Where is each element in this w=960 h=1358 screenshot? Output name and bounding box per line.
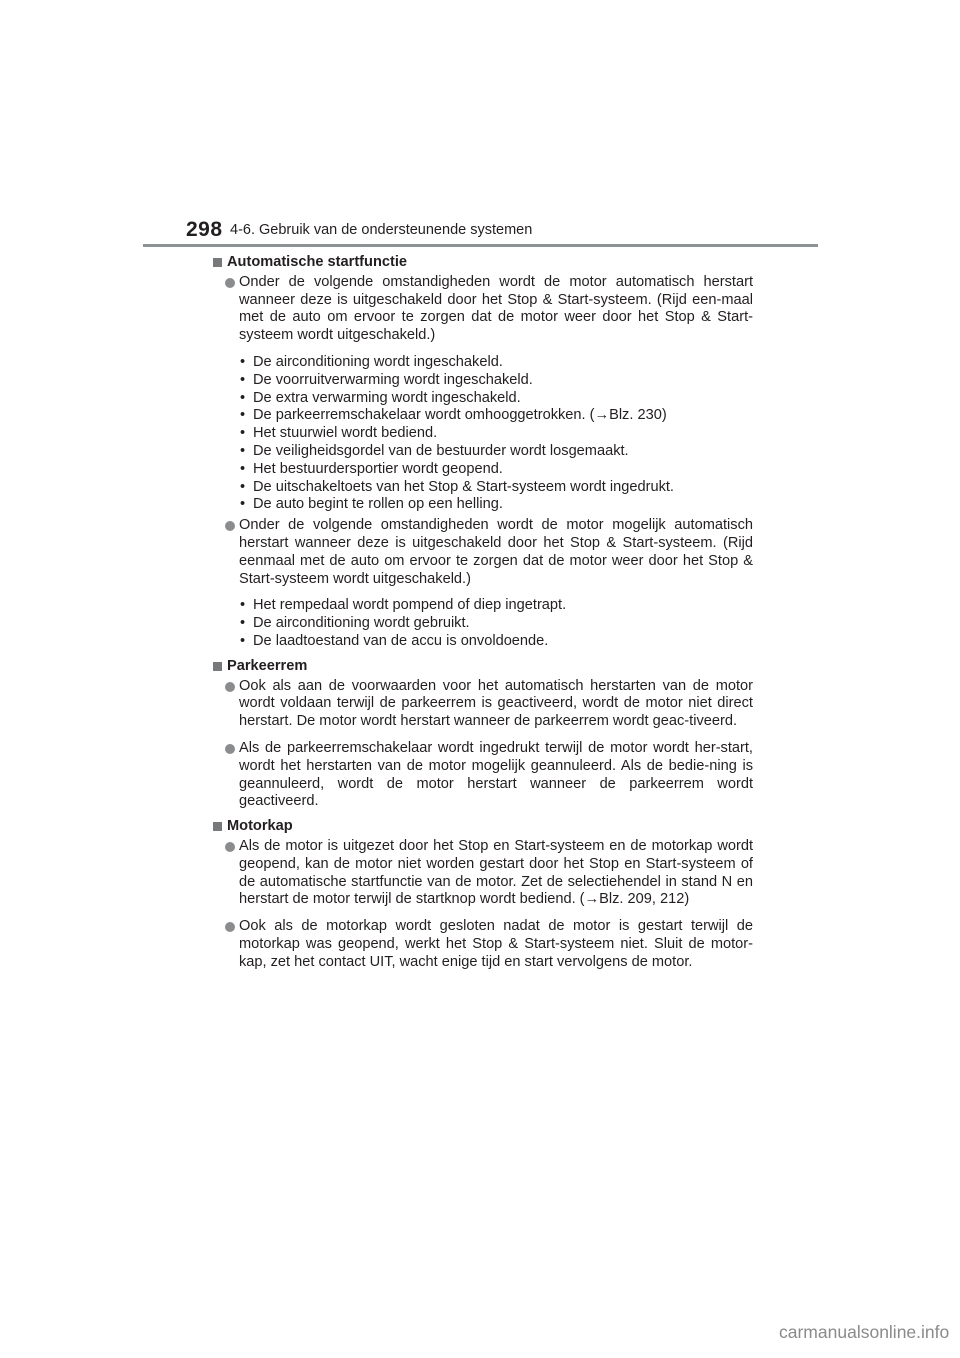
sublist-item — [239, 390, 753, 408]
circle-bullet-icon — [225, 278, 235, 288]
sublist-item — [239, 597, 753, 615]
dot-bullet-icon: • — [240, 389, 246, 406]
circle-bullet-icon — [225, 682, 235, 692]
item-text: Als de motor is uitgezet door het Stop en Start-systeem en de motorkap wordt geopend, kan de motor niet worden gestart door het Stop en Start-systeem of de automatische startfunctie van de motor. Zet de selectiehendel in stand N en herstart de motor terwijl de startknop wordt bediend. (→Blz. 209, 212) — [239, 837, 753, 908]
list-item — [211, 918, 753, 971]
sublist-item — [239, 461, 753, 479]
dot-bullet-icon: • — [240, 597, 246, 614]
dot-bullet-icon: • — [240, 353, 246, 370]
content — [211, 254, 753, 971]
list-item — [211, 517, 753, 651]
sublist-text: Het bestuurdersportier wordt geopend. — [253, 460, 503, 477]
heading-text: Motorkap — [227, 818, 293, 835]
sublist-text: De airconditioning wordt gebruikt. — [253, 615, 470, 632]
dot-bullet-icon: • — [240, 478, 246, 495]
sublist-item — [239, 372, 753, 390]
sublist — [239, 597, 753, 650]
item-text: Als de parkeerremschakelaar wordt ingedrukt terwijl de motor wordt her-start, wordt het herstarten van de motor mogelijk geannuleerd. Als de bedie-ning is geannuleerd, wordt de motor herstart wanneer de parkeerrem wordt geactiveerd. — [239, 739, 753, 810]
sublist-item — [239, 443, 753, 461]
dot-bullet-icon: • — [240, 442, 246, 459]
section-title: 4-6. Gebruik van de ondersteunende systemen — [230, 222, 533, 238]
sublist-text: De extra verwarming wordt ingeschakeld. — [253, 389, 521, 406]
sublist-text: De parkeerremschakelaar wordt omhooggetrokken. (→Blz. 230) — [253, 407, 667, 424]
dot-bullet-icon: • — [240, 460, 246, 477]
header-rule — [143, 244, 818, 247]
sublist-text: De uitschakeltoets van het Stop & Start-systeem wordt ingedrukt. — [253, 478, 674, 495]
dot-bullet-icon: • — [240, 371, 246, 388]
dot-bullet-icon: • — [240, 632, 246, 649]
circle-bullet-icon — [225, 744, 235, 754]
watermark[interactable]: carmanualsonline.info — [779, 1322, 950, 1342]
square-bullet-icon — [213, 822, 222, 831]
sublist-text: De airconditioning wordt ingeschakeld. — [253, 353, 503, 370]
item-text: Onder de volgende omstandigheden wordt de motor automatisch herstart wanneer deze is uitgeschakeld door het Stop & Start-systeem. (Rijd een-maal met de auto om ervoor te zorgen dat de motor weer door het Stop & Start-systeem wordt uitgeschakeld.) — [239, 273, 753, 344]
heading-text: Parkeerrem — [227, 657, 308, 674]
sublist-text: De voorruitverwarming wordt ingeschakeld. — [253, 371, 533, 388]
item-text: Ook als aan de voorwaarden voor het automatisch herstarten van de motor wordt voldaan terwijl de parkeerrem is geactiveerd, wordt de motor niet direct herstart. De motor wordt herstart wanneer de parkeerrem wordt geac-tiveerd. — [239, 677, 753, 730]
list-item — [211, 274, 753, 514]
circle-bullet-icon — [225, 521, 235, 531]
sublist-item — [239, 407, 753, 425]
list-item — [211, 838, 753, 909]
sublist-text: Het stuurwiel wordt bediend. — [253, 425, 438, 442]
sublist-item — [239, 633, 753, 651]
list-item — [211, 740, 753, 811]
sublist-text: De veiligheidsgordel van de bestuurder wordt losgemaakt. — [253, 442, 629, 459]
sublist-item — [239, 425, 753, 443]
item-text: Onder de volgende omstandigheden wordt de motor mogelijk automatisch herstart wanneer deze is uitgeschakeld door het Stop & Start-systeem. (Rijd eenmaal met de auto om ervoor te zorgen dat de motor weer door het Stop & Start-systeem wordt uitgeschakeld.) — [239, 517, 753, 587]
dot-bullet-icon: • — [240, 407, 246, 424]
dot-bullet-icon: • — [240, 425, 246, 442]
circle-bullet-icon — [225, 842, 235, 852]
sublist — [239, 354, 753, 514]
dot-bullet-icon: • — [240, 615, 246, 632]
square-bullet-icon — [213, 662, 222, 671]
heading-text: Automatische startfunctie — [227, 254, 408, 270]
square-bullet-icon — [213, 258, 222, 267]
item-text: Ook als de motorkap wordt gesloten nadat de motor is gestart terwijl de motorkap was geopend, werkt het Stop & Start-systeem niet. Sluit de motor-kap, zet het contact UIT, wacht enige tijd en start vervolgens de motor. — [239, 918, 753, 970]
sublist-text: Het rempedaal wordt pompend of diep ingetrapt. — [253, 597, 567, 614]
circle-bullet-icon — [225, 922, 235, 932]
heading-parkeerrem — [211, 658, 753, 676]
heading-automatische-startfunctie — [211, 254, 753, 272]
sublist-text: De auto begint te rollen op een helling. — [253, 496, 503, 513]
list-item — [211, 678, 753, 731]
dot-bullet-icon: • — [240, 496, 246, 513]
sublist-text: De laadtoestand van de accu is onvoldoende. — [253, 632, 549, 649]
sublist-item — [239, 479, 753, 497]
page-number: 298 — [186, 218, 223, 241]
sublist-item — [239, 496, 753, 514]
sublist-item — [239, 615, 753, 633]
sublist-item — [239, 354, 753, 372]
heading-motorkap — [211, 818, 753, 836]
